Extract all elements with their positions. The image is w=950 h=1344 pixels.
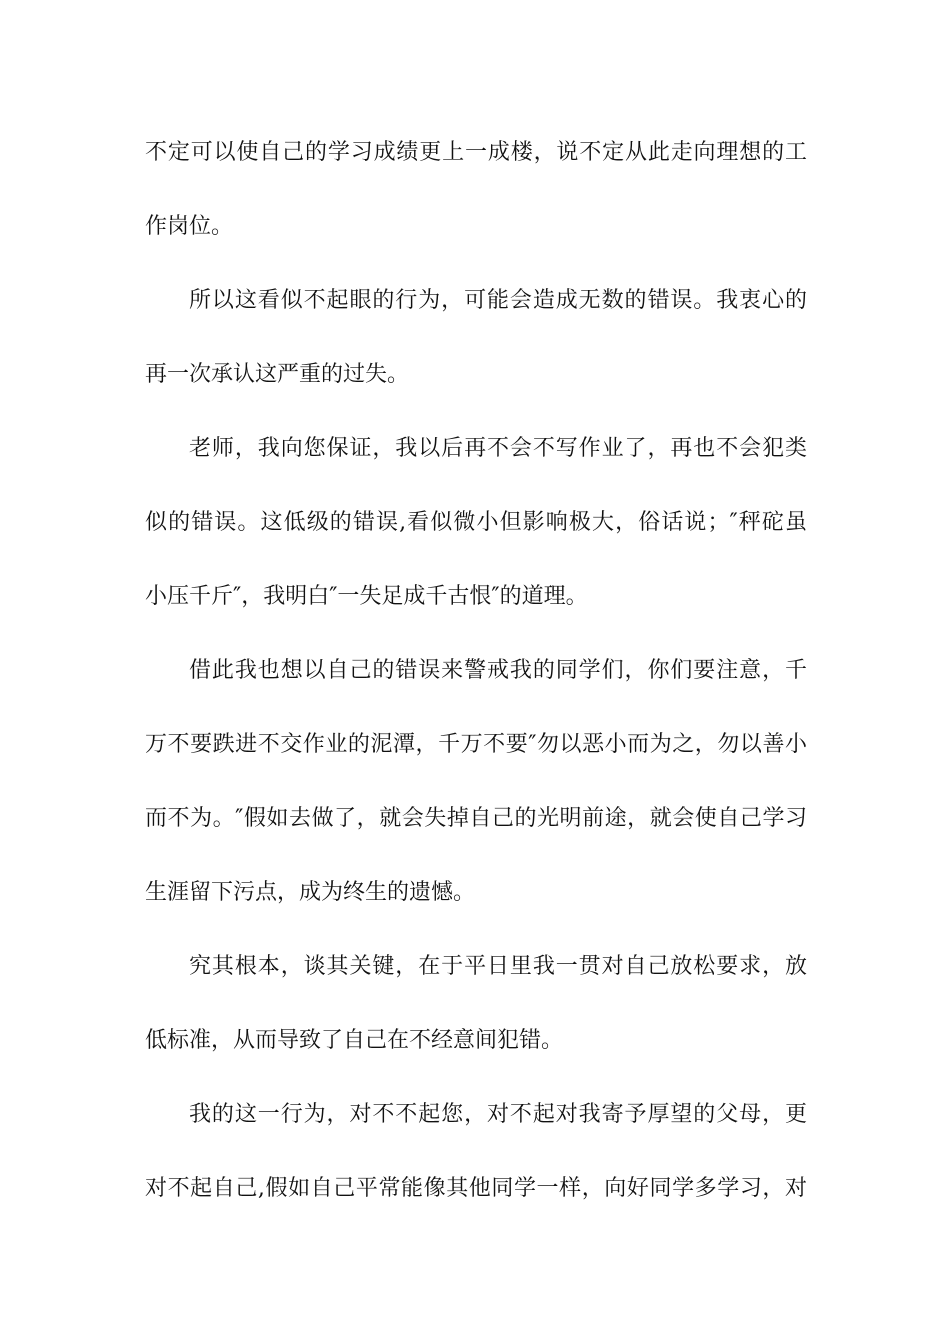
text-line: 老师，我向您保证，我以后再不会不写作业了，再也不会犯类	[189, 436, 807, 461]
text-line: 我的这一行为，对不不起您，对不起对我寄予厚望的父母，更	[189, 1102, 807, 1127]
text-line: 小压千斤″，我明白″一失足成千古恨″的道理。	[145, 584, 588, 609]
text-line: 低标准，从而导致了自己在不经意间犯错。	[145, 1028, 564, 1053]
text-line: 究其根本，谈其关键，在于平日里我一贯对自己放松要求，放	[189, 954, 807, 979]
text-line: 似的错误。这低级的错误,看似微小但影响极大，俗话说；″秤砣虽	[145, 510, 807, 535]
text-line: 对不起自己,假如自己平常能像其他同学一样，向好同学多学习，对	[145, 1176, 807, 1201]
text-line: 不定可以使自己的学习成绩更上一成楼，说不定从此走向理想的工	[145, 140, 807, 165]
text-line: 作岗位。	[145, 214, 234, 239]
text-line: 生涯留下污点，成为终生的遗憾。	[145, 880, 476, 905]
text-line: 再一次承认这严重的过失。	[145, 362, 410, 387]
text-line: 借此我也想以自己的错误来警戒我的同学们，你们要注意，千	[189, 658, 807, 683]
text-line: 所以这看似不起眼的行为，可能会造成无数的错误。我衷心的	[189, 288, 807, 313]
text-line: 而不为。″假如去做了，就会失掉自己的光明前途，就会使自己学习	[145, 806, 807, 831]
text-line: 万不要跌进不交作业的泥潭，千万不要″勿以恶小而为之，勿以善小	[145, 732, 807, 757]
